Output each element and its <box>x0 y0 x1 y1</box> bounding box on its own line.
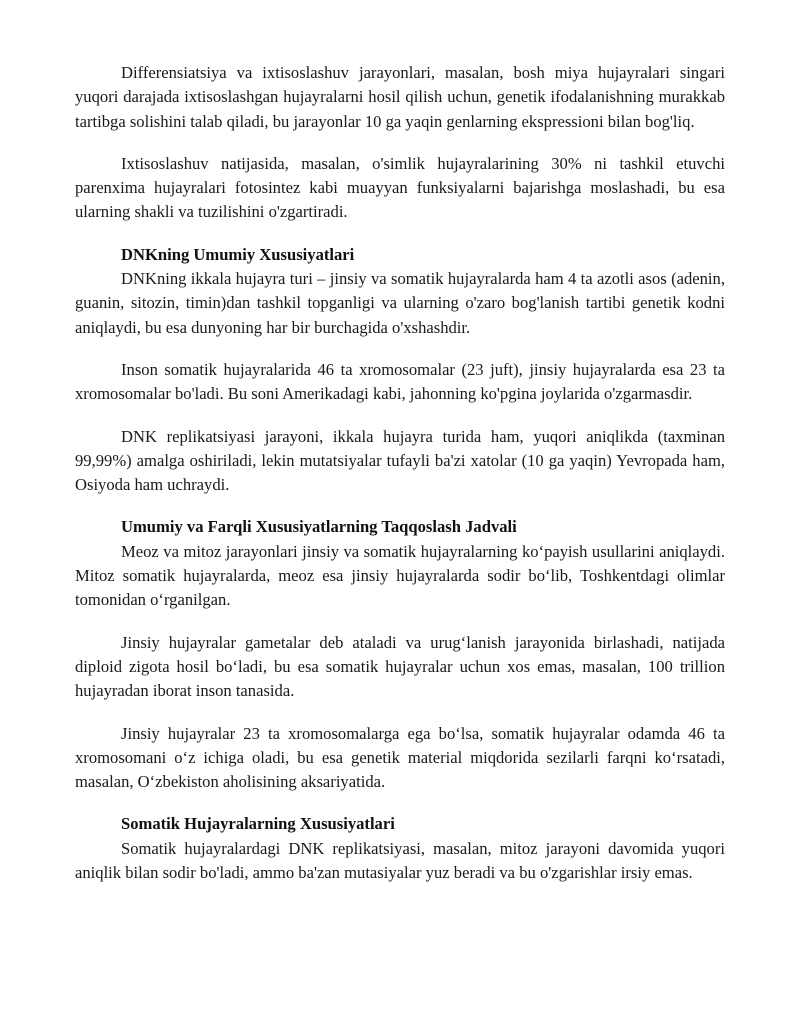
paragraph: Jinsiy hujayralar 23 ta xromosomalarga ega bo‘lsa, somatik hujayralar odamda 46 ta xromosomani o‘z ichiga oladi, bu esa genetik material miqdorida sezilarli farqni ko‘rsatadi, masalan, O‘zbekiston aholisining aksariyatida. <box>75 723 725 792</box>
paragraph: Jinsiy hujayralar gametalar deb ataladi va urug‘lanish jarayonida birlashadi, natijada diploid zigota hosil bo‘ladi, bu esa somatik hujayralar uchun xos emas, masalan, 100 trillion hujayradan iborat inson tanasida. <box>75 632 725 701</box>
section-heading: Somatik Hujayralarning Xususiyatlari <box>121 814 395 834</box>
paragraph: DNK replikatsiyasi jarayoni, ikkala hujayra turida ham, yuqori aniqlikda (taxminan 99,99%) amalga oshiriladi, lekin mutatsiyalar tufayli ba'zi xatolar (10 ga yaqin) Yevropada ham, Osiyoda ham uchraydi. <box>75 426 725 495</box>
paragraph: DNKning ikkala hujayra turi – jinsiy va somatik hujayralarda ham 4 ta azotli asos (adenin, guanin, sitozin, timin)dan tashkil topganligi va ularning o'zaro bog'lanish tartibi genetik kodni aniqlaydi, bu esa dunyoning har bir burchagida o'xshashdir. <box>75 269 725 337</box>
paragraph: Somatik hujayralardagi DNK replikatsiyasi, masalan, mitoz jarayoni davomida yuqori aniqlik bilan sodir bo'ladi, ammo ba'zan mutasiyalar yuz beradi va bu o'zgarishlar irsiy emas. <box>75 838 725 883</box>
paragraph: Inson somatik hujayralarida 46 ta xromosomalar (23 juft), jinsiy hujayralarda esa 23 ta xromosomalar bo'ladi. Bu soni Amerikadagi kabi, jahonning ko'pgina joylarida o'zgarmasdir. <box>75 359 725 404</box>
section-heading: Umumiy va Farqli Xususiyatlarning Taqqoslash Jadvali <box>121 517 517 537</box>
document-body <box>75 61 725 903</box>
section-heading: DNKning Umumiy Xususiyatlari <box>121 244 355 264</box>
paragraph: Meoz va mitoz jarayonlari jinsiy va somatik hujayralarning ko‘payish usullarini aniqlaydi. Mitoz somatik hujayralarda, meoz esa jinsiy hujayralarda sodir bo‘lib, Toshkentdagi olimlar tomonidan o‘rganilgan. <box>75 541 725 610</box>
paragraph: Differensiatsiya va ixtisoslashuv jarayonlari, masalan, bosh miya hujayralari singari yuqori darajada ixtisoslashgan hujayralarni hosil qilish uchun, genetik ifodalanishning murakkab tartibga solishini talab qiladi, bu jarayonlar 10 ga yaqin genlarning ekspressioni bilan bog'liq. <box>75 63 725 131</box>
paragraph: Ixtisoslashuv natijasida, masalan, o'simlik hujayralarining 30% ni tashkil etuvchi parenxima hujayralari fotosintez kabi muayyan funksiyalarni bajarishga moslashadi, bu esa ularning shakli va tuzilishini o'zgartiradi. <box>75 153 725 222</box>
